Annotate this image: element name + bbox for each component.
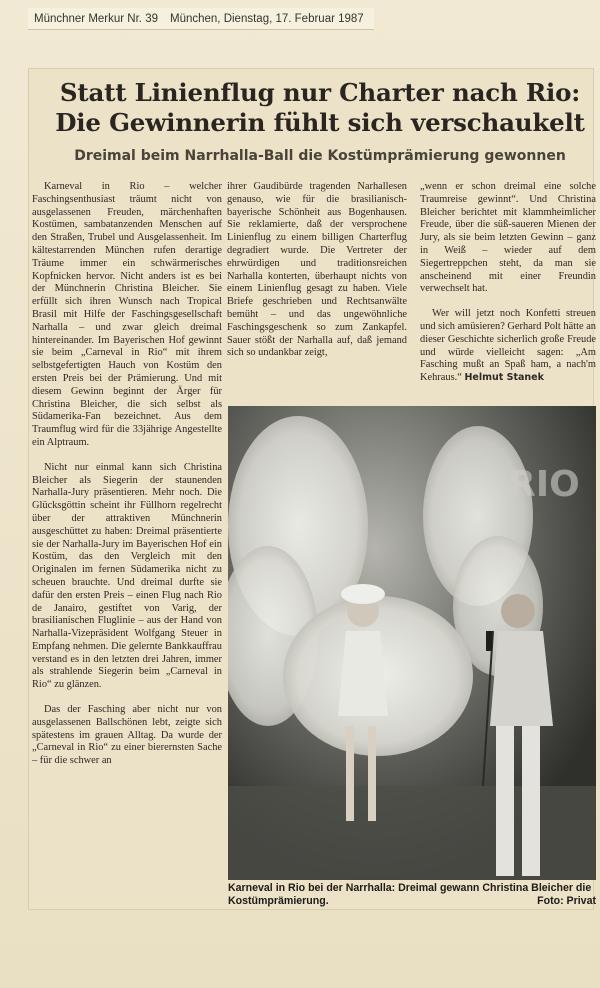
headline xyxy=(46,78,594,138)
column-3 xyxy=(420,181,596,385)
closing-text: Wer will jetzt noch Konfetti streuen und sich amüsieren? Gerhard Polt hätte an dieser Geschichte sicherlich große Freude und würde vielleicht sagen: „Am Fasching mußt an Spaß ham, a nach'm Kehraus.“ xyxy=(420,308,597,384)
newspaper-header xyxy=(28,8,374,30)
photo-illustration xyxy=(228,406,596,880)
photo-credit: Foto: Privat xyxy=(537,894,596,907)
paragraph: Nicht nur einmal kann sich Christina Bleicher als Siegerin der staunenden Narhalla-Jury präsentieren. Mehr noch. Die Glücksgöttin scheint ihr Füllhorn regelrecht über der attraktiven Münchnerin ausgeschüttet zu haben: Dreimal präsentierte sie der Narhalla-Jury im Bayerischen Hof ein Kostüm, das den Vergleich mit den Originalen im fernen Südamerika nicht zu scheuen brauchte. Und dreimal durfte sie dafür den ersten Preis – einen Flug nach Rio de Janairo, gestiftet von Varig, der brasilianischen Fluglinie – aus der Hand von Narhalla-Vizepräsident Wolfgang Steuer in Empfang nehmen. Die gelernte Bankkauffrau verstand es in den letzten drei Jahren, immer als strahlende Siegerin beim „Carneval in Rio“ zu glänzen. xyxy=(32,461,222,691)
subheadline: Dreimal beim Narrhalla-Ball die Kostümprämierung gewonnen xyxy=(74,148,566,164)
column-1 xyxy=(32,181,222,768)
column-2 xyxy=(227,181,407,360)
caption-text: Karneval in Rio bei der Narrhalla: Dreimal gewann Christina Bleicher die Kostümprämierung. xyxy=(228,882,592,907)
paragraph: Karneval in Rio – welcher Faschingsenthusiast träumt nicht von ausgelassenen Freuden, märchenhaften Kostümen, sambatanzenden Menschen auf den Straßen, Trubel und Ausgelassenheit. Im kältestarrenden München rufen derartige Träume immer ein schwärmerisches Kopfnicken hervor. Nicht anders ist es bei der Münchnerin Christina Bleicher. Sie erfüllt sich ihren Wunsch nach Tropical Brasil mit Hilfe der Faschingsgesellschaft Narhalla – und zwar gleich dreimal hintereinander. Im Bayerischen Hof gewinnt sie beim „Carneval in Rio“ mit ihrem selbstgefertigten Hauch von Kostüm den ersten Preis bei der Prämierung. Und mit diesem Gewinn beginnt der Ärger für Christina Bleicher, die sich selbst als Südamerika-Fan bezeichnet. Aus dem Traumflug wird für die 33jährige Angestellte ein Alptraum. xyxy=(32,181,222,448)
article-clipping xyxy=(28,68,597,910)
carnival-photo xyxy=(228,406,596,880)
photo-caption xyxy=(228,882,596,907)
headline-line-2: Die Gewinnerin fühlt sich verschaukelt xyxy=(55,108,585,137)
newspaper-name: Münchner Merkur Nr. 39 xyxy=(34,12,158,25)
paragraph: ihrer Gaudibürde tragenden Narhallesen genauso, wie für die brasilianisch-bayerische Schönheit aus Bogenhausen. Sie reklamierte, daß der versprochene Linienflug zu einem billigen Charterflug degradiert wurde. Die Vertreter der ehrwürdigen und traditionsreichen Narhalla konterten, überhaupt nichts von einem Linienflug gesagt zu haben. Viele Briefe geschrieben und Rechtsanwälte bemüht – und das ungewöhnliche Faschingsgeschenk so zum Zankapfel. Sauer stößt der Narhalla auf, daß jemand sich so undankbar zeigt, xyxy=(227,181,407,359)
dateline: München, Dienstag, 17. Februar 1987 xyxy=(170,12,364,25)
paragraph: „wenn er schon dreimal eine solche Traumreise gewinnt“. Und Christina Bleicher berichtet mit klammheimlicher Freude, über die süß-saueren Mienen der Jury, als sie beim letzten Gewinn – ganz in Weiß – wieder auf dem Siegertreppchen steht, da man sie anscheinend mit einer Freundin verwechselt hat. xyxy=(420,181,596,295)
paragraph: Das der Fasching aber nicht nur von ausgelassenen Ballschönen lebt, zeigte sich spätestens im grauen Alltag. Da wurde der „Carneval in Rio“ zu einer bierernsten Sache – für die schwer an xyxy=(32,704,222,767)
paragraph xyxy=(420,308,596,385)
author-name: Helmut Stanek xyxy=(464,372,544,384)
headline-line-1: Statt Linienflug nur Charter nach Rio: xyxy=(59,78,581,107)
svg-text:RIO: RIO xyxy=(508,464,580,505)
